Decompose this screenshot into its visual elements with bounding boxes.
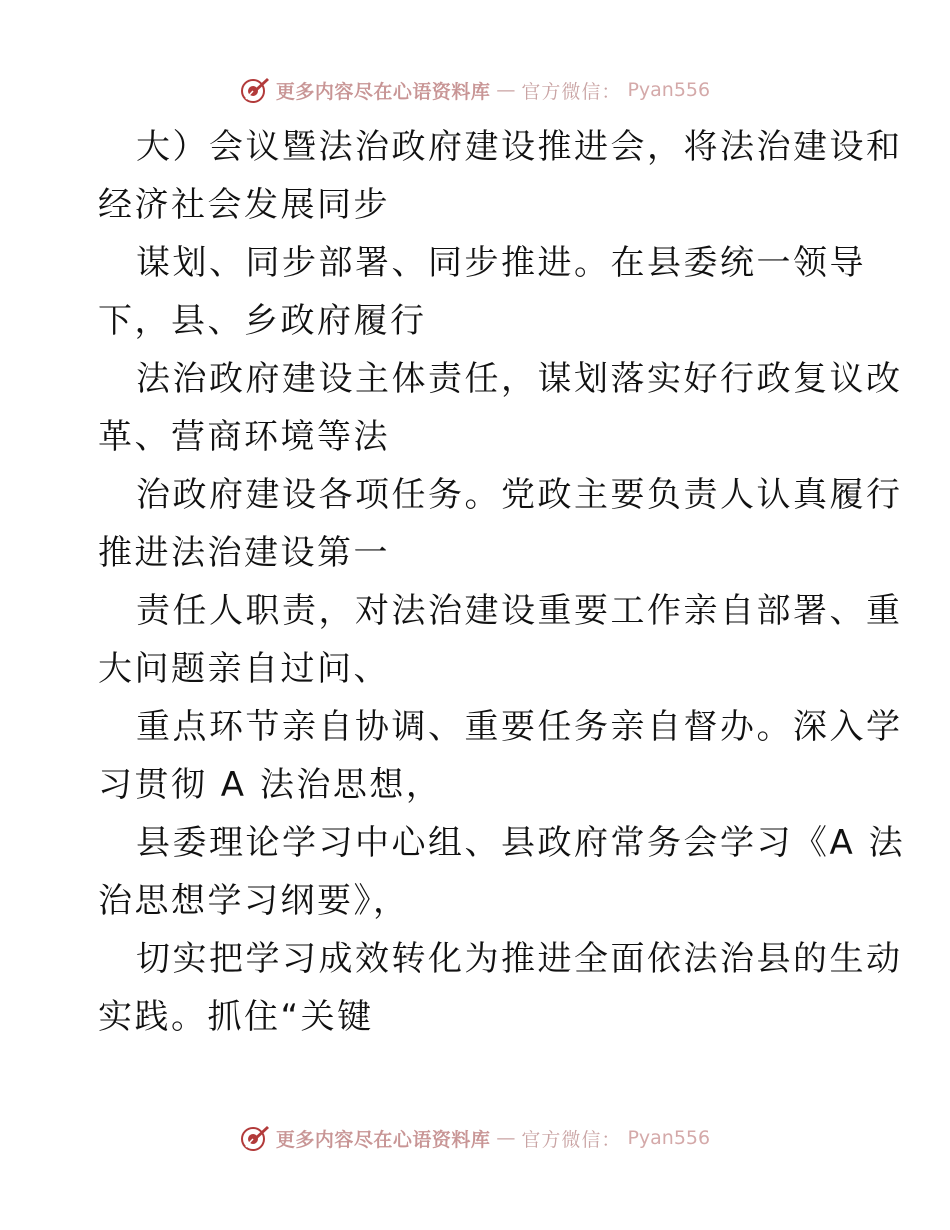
text-line: 切实把学习成效转化为推进全面依法治县的生动: [136, 939, 903, 979]
text-line: 谋划、同步部署、同步推进。在县委统一领导: [136, 243, 866, 283]
text-line: 习贯彻 A 法治思想，: [98, 765, 443, 805]
text-line: 重点环节亲自协调、重要任务亲自督办。深入学: [136, 707, 903, 747]
text-line: 大问题亲自过问、: [98, 649, 390, 689]
text-line: 法治政府建设主体责任，谋划落实好行政复议改: [136, 359, 903, 399]
banner-wechat-account: Pyan556: [627, 1127, 711, 1149]
document-body: [98, 118, 906, 1046]
banner-brand-text: 更多内容尽在心语资料库: [275, 80, 491, 103]
text-line: 治思想学习纲要》，: [98, 881, 410, 921]
banner-dash: —: [496, 79, 516, 101]
pen-logo-icon: [240, 75, 270, 105]
banner-dash: —: [496, 1127, 516, 1149]
text-line: 下，县、乡政府履行: [98, 301, 427, 341]
banner-wechat-account: Pyan556: [627, 79, 711, 101]
banner-wechat-label: 官方微信：: [521, 80, 622, 103]
text-line: 经济社会发展同步: [98, 185, 390, 225]
text-line: 县委理论学习中心组、县政府常务会学习《A 法: [136, 823, 906, 863]
text-line: 治政府建设各项任务。党政主要负责人认真履行: [136, 475, 903, 515]
text-line: 责任人职责，对法治建设重要工作亲自部署、重: [136, 591, 903, 631]
banner-brand-text: 更多内容尽在心语资料库: [275, 1128, 491, 1151]
text-line: 革、营商环境等法: [98, 417, 390, 457]
text-line: 实践。抓住“关键: [98, 997, 374, 1037]
banner-wechat-label: 官方微信：: [521, 1128, 622, 1151]
text-line: 大）会议暨法治政府建设推进会，将法治建设和: [136, 127, 903, 167]
footer-banner: [0, 1118, 950, 1158]
header-banner: [0, 70, 950, 110]
pen-logo-icon: [240, 1123, 270, 1153]
text-line: 推进法治建设第一: [98, 533, 390, 573]
